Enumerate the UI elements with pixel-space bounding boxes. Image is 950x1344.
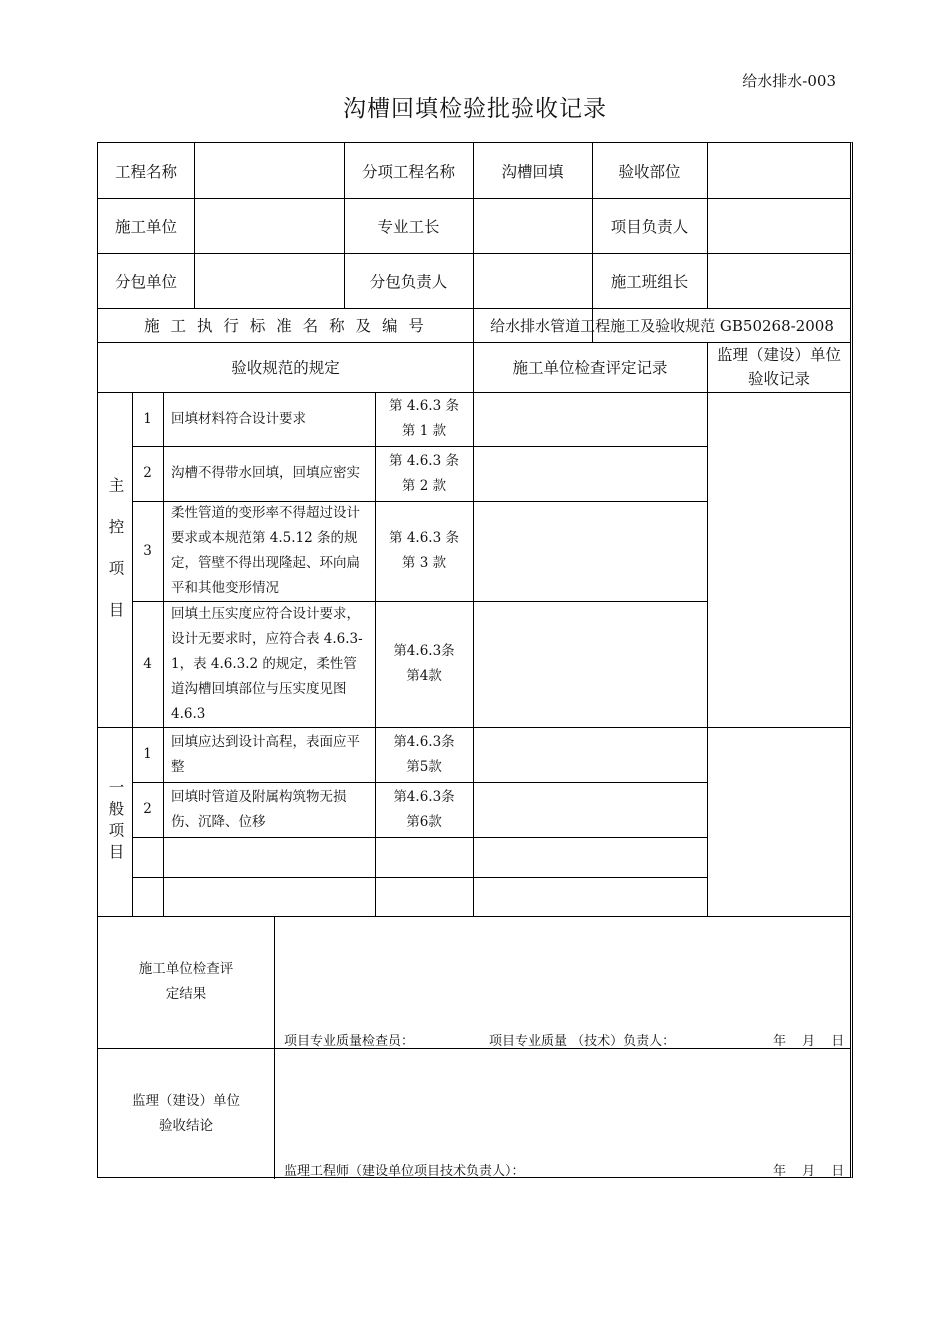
main-item-no: 1	[143, 410, 152, 427]
general-item-clause: 第4.6.3条 第5款	[393, 733, 455, 775]
general-items-supervision-record[interactable]	[707, 727, 851, 916]
project-name-value[interactable]	[194, 143, 344, 198]
general-item-clause: 第4.6.3条 第6款	[393, 788, 455, 830]
main-item-clause: 第 4.6.3 条 第 1 款	[389, 398, 459, 439]
subcontractor-value[interactable]	[194, 253, 344, 308]
standard-label: 施 工 执 行 标 准 名 称 及 编 号	[144, 317, 427, 335]
supervision-engineer-label: 监理工程师（建设单位项目技术负责人）：	[284, 1164, 525, 1179]
standard-value: 给水排水管道工程施工及验收规范 GB50268-2008	[490, 316, 834, 335]
main-item-record[interactable]	[473, 446, 707, 501]
main-items-label: 主控项目	[106, 476, 125, 643]
main-item-text: 沟槽不得带水回填，回填应密实	[171, 465, 360, 481]
main-item-text: 回填材料符合设计要求	[171, 410, 306, 427]
general-items-group-label	[98, 727, 132, 916]
document-code: 给水排水-003	[742, 72, 836, 90]
acceptance-form	[97, 142, 853, 1178]
project-manager-label: 项目负责人	[610, 217, 689, 236]
sub-manager-label: 分包负责人	[369, 272, 448, 291]
foreman-label: 专业工长	[377, 217, 440, 236]
subcontractor-label: 分包单位	[114, 272, 177, 291]
main-item-record[interactable]	[473, 501, 707, 601]
subitem-label: 分项工程名称	[361, 162, 455, 181]
quality-inspector-label: 项目专业质量检查员：	[284, 1034, 415, 1049]
team-leader-value[interactable]	[707, 253, 851, 308]
construction-date: 年 月 日	[773, 1034, 845, 1049]
spec-column-header: 验收规范的规定	[231, 359, 340, 377]
main-item-clause: 第 4.6.3 条 第 3 款	[389, 530, 459, 571]
general-item-no: 2	[143, 801, 152, 817]
main-items-supervision-record[interactable]	[707, 392, 851, 727]
supervision-result-label: 监理（建设）单位验收结论	[132, 1092, 240, 1134]
general-item-text: 回填时管道及附属构筑物无损伤、沉降、位移	[171, 788, 347, 830]
main-item-clause: 第 4.6.3 条 第 2 款	[389, 452, 459, 494]
page-title: 沟槽回填检验批验收记录	[343, 96, 607, 122]
tech-lead-label: 项目专业质量 （技术）负责人：	[489, 1034, 676, 1049]
general-item-text: 回填应达到设计高程，表面应平整	[171, 733, 360, 775]
construction-check-header: 施工单位检查评定记录	[512, 359, 668, 377]
acceptance-part-value[interactable]	[707, 143, 851, 198]
main-item-text: 回填土压实度应符合设计要求，设计无要求时，应符合表 4.6.3-1，表 4.6.3.2 的规定，柔性管道沟槽回填部位与压实度见图 4.6.3	[171, 605, 363, 722]
sub-manager-value[interactable]	[473, 253, 592, 308]
main-item-clause: 第4.6.3条 第4款	[393, 643, 455, 684]
main-item-record[interactable]	[473, 392, 707, 446]
construction-unit-label: 施工单位	[114, 217, 177, 236]
main-items-group-label	[98, 392, 132, 727]
main-item-no: 3	[143, 542, 152, 559]
main-item-record[interactable]	[473, 601, 707, 727]
construction-unit-value[interactable]	[194, 198, 344, 253]
project-manager-value[interactable]	[707, 198, 851, 253]
project-name-label: 工程名称	[114, 162, 177, 181]
main-item-no: 2	[143, 465, 152, 481]
general-items-label: 一般项目	[106, 778, 125, 865]
subitem-value[interactable]: 沟槽回填	[501, 162, 564, 181]
acceptance-part-label: 验收部位	[618, 162, 681, 181]
main-item-text: 柔性管道的变形率不得超过设计要求或本规范第 4.5.12 条的规定，管壁不得出现隆起、环向扁平和其他变形情况	[171, 505, 360, 596]
general-item-record[interactable]	[473, 782, 707, 837]
general-item-record[interactable]	[473, 727, 707, 782]
team-leader-label: 施工班组长	[610, 272, 689, 291]
construction-result-label: 施工单位检查评定结果	[138, 961, 234, 1002]
general-item-no: 1	[143, 746, 152, 762]
main-item-no: 4	[143, 655, 152, 672]
supervision-check-header: 监理（建设）单位验收记录	[716, 346, 841, 388]
foreman-value[interactable]	[473, 198, 592, 253]
supervision-date: 年 月 日	[773, 1164, 845, 1179]
